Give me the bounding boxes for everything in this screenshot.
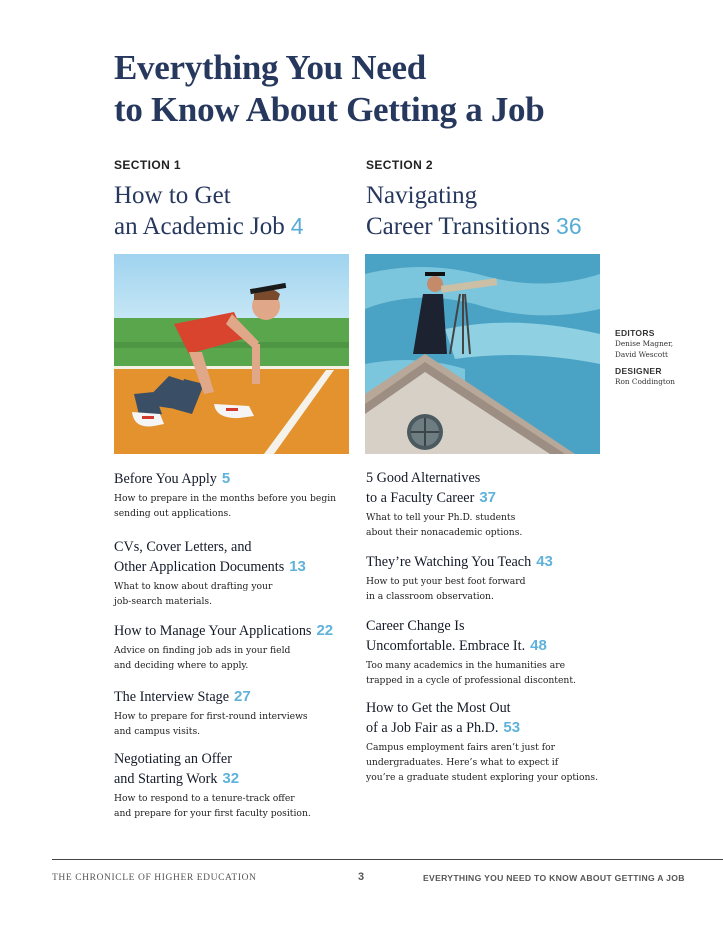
entry-title: 5 Good Alternatives <box>366 470 481 486</box>
toc-entry-watching-you-teach[interactable] <box>366 552 606 604</box>
toc-entry-negotiating-offer[interactable] <box>114 750 354 821</box>
title-line-2: to Know About Getting a Job <box>114 90 545 129</box>
entry-page-number: 48 <box>530 637 547 654</box>
entry-page-number: 5 <box>221 470 231 487</box>
section2-page-number: 36 <box>556 213 582 239</box>
entry-description: What to know about drafting your <box>114 581 273 592</box>
footer-rule <box>52 859 723 860</box>
entry-title: CVs, Cover Letters, and <box>114 539 252 555</box>
toc-entry-manage-applications[interactable] <box>114 621 354 673</box>
telescope-illustration-svg <box>365 254 600 454</box>
footer-publication: THE CHRONICLE OF HIGHER EDUCATION <box>52 873 257 883</box>
entry-description: How to prepare in the months before you begin <box>114 493 337 504</box>
entry-title: Before You Apply <box>114 471 217 487</box>
entry-description: sending out applications. <box>114 508 232 519</box>
illustration-telescope <box>365 254 600 454</box>
section2-heading-line2: Career Transitions <box>366 213 551 240</box>
entry-description: Advice on finding job ads in your field <box>114 645 291 656</box>
section2-heading-line1: Navigating <box>366 182 478 209</box>
section1-heading <box>114 180 304 242</box>
entry-description: job-search materials. <box>114 596 213 607</box>
page-title <box>114 47 674 131</box>
title-line-1: Everything You Need <box>114 48 426 87</box>
entry-description: Campus employment fairs aren’t just for <box>366 742 556 753</box>
entry-description: Too many academics in the humanities are <box>366 660 566 671</box>
entry-page-number: 37 <box>479 489 497 506</box>
toc-entry-interview-stage[interactable] <box>114 687 354 739</box>
entry-page-number: 32 <box>222 770 240 787</box>
runner-illustration-svg <box>114 254 349 454</box>
section2-heading <box>366 180 582 242</box>
section1-page-number: 4 <box>290 213 304 239</box>
entry-page-number: 43 <box>536 553 553 570</box>
entry-description: What to tell your Ph.D. students <box>366 512 516 523</box>
entry-title: and Starting Work <box>114 771 218 787</box>
section1-label: SECTION 1 <box>114 158 181 172</box>
editor-1: Denise Magner, <box>615 339 674 348</box>
section2-label: SECTION 2 <box>366 158 433 172</box>
designer-name: Ron Coddington <box>615 377 675 386</box>
entry-description: undergraduates. Here’s what to expect if <box>366 757 559 768</box>
section1-heading-line1: How to Get <box>114 182 231 209</box>
entry-title: How to Manage Your Applications <box>114 623 312 639</box>
entry-title: to a Faculty Career <box>366 490 475 506</box>
entry-title: Other Application Documents <box>114 559 285 575</box>
illustration-runner <box>114 254 349 454</box>
editors-label: EDITORS <box>615 328 655 338</box>
entry-title: Negotiating an Offer <box>114 751 232 767</box>
section1-heading-line2: an Academic Job <box>114 213 285 240</box>
toc-entry-good-alternatives[interactable] <box>366 469 606 540</box>
footer-issue-title: EVERYTHING YOU NEED TO KNOW ABOUT GETTING A JOB <box>423 873 685 883</box>
toc-entry-before-you-apply[interactable] <box>114 469 354 521</box>
footer-page-number: 3 <box>358 871 365 883</box>
entry-description: and deciding where to apply. <box>114 660 249 671</box>
designer-label: DESIGNER <box>615 366 662 376</box>
editor-2: David Wescott <box>615 350 668 359</box>
entry-page-number: 53 <box>503 719 521 736</box>
entry-description: How to respond to a tenure-track offer <box>114 793 295 804</box>
entry-description: and prepare for your first faculty position. <box>114 808 311 819</box>
entry-title: They’re Watching You Teach <box>366 554 532 570</box>
entry-description: you’re a graduate student exploring your options. <box>366 772 599 783</box>
entry-title: How to Get the Most Out <box>366 700 511 716</box>
entry-title: of a Job Fair as a Ph.D. <box>366 720 499 736</box>
entry-page-number: 13 <box>289 558 306 575</box>
entry-title: Career Change Is <box>366 618 465 634</box>
entry-description: How to put your best foot forward <box>366 576 526 587</box>
entry-description: How to prepare for first-round interviews <box>114 711 308 722</box>
entry-page-number: 27 <box>234 688 251 705</box>
entry-title: Uncomfortable. Embrace It. <box>366 638 526 654</box>
toc-entry-cvs-cover-letters[interactable] <box>114 538 354 609</box>
toc-entry-career-change[interactable] <box>366 617 606 688</box>
entry-description: and campus visits. <box>114 726 201 737</box>
credits <box>615 328 720 387</box>
entry-description: about their nonacademic options. <box>366 527 523 538</box>
entry-description: trapped in a cycle of professional discontent. <box>366 675 576 686</box>
toc-entry-job-fair[interactable] <box>366 699 616 785</box>
entry-page-number: 22 <box>316 622 334 639</box>
entry-title: The Interview Stage <box>114 689 230 705</box>
entry-description: in a classroom observation. <box>366 591 494 602</box>
